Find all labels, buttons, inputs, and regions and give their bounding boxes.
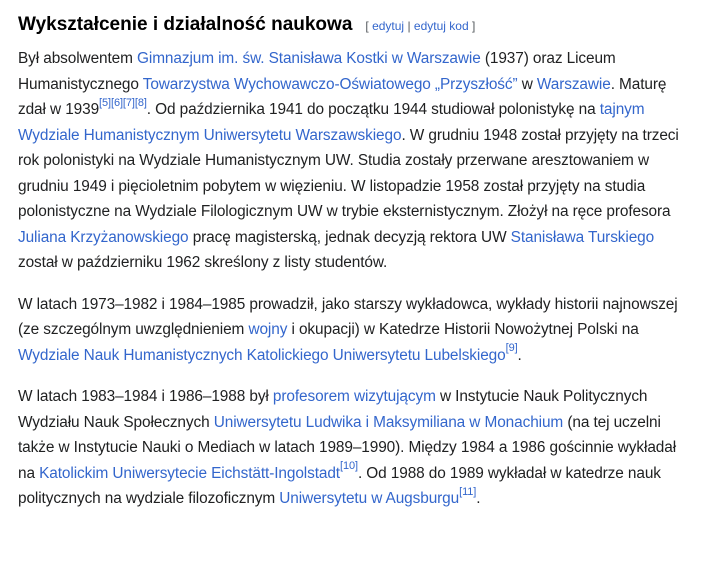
edit-bracket-close: ] xyxy=(471,19,476,33)
text: i okupacji) w Katedrze Historii Nowożytnej Polski na xyxy=(287,321,639,338)
text: . W grudniu 1948 został przyjęty na trzeci rok polonistyki na Wydziale Humanistycznym UW. Studia zostały przerwane aresztowaniem w grudniu 1949 i pięcioletnim pobytem w więzieniu. W listopadzie 1958 został przyjęty na studia polonistyczne na Wydziale Filologicznym UW w trybie eksternistycznym. Złożył na ręce profesora xyxy=(18,126,679,220)
edit-separator: | xyxy=(407,19,411,33)
text: pracę magisterską, jednak decyzją rektora UW xyxy=(188,228,511,246)
text: został w październiku 1962 skreślony z listy studentów. xyxy=(18,254,388,271)
reference-link-7[interactable]: [7] xyxy=(122,96,135,109)
text: w xyxy=(517,75,537,93)
text: . Maturę zdał w 1939 xyxy=(18,75,667,118)
link-lmu-monachium[interactable]: Uniwersytetu Ludwika i Maksymiliana w Monachium xyxy=(213,413,564,431)
link-ku-eichstaett[interactable]: Katolickim Uniwersytecie Eichstätt-Ingolstadt xyxy=(39,464,340,482)
link-gimnazjum-kostki[interactable]: Gimnazjum im. św. Stanisława Kostki w Warszawie xyxy=(137,50,481,67)
link-warszawa[interactable]: Warszawie xyxy=(536,75,611,93)
text: Był absolwentem xyxy=(18,50,138,67)
text: (1937) oraz Liceum Humanistycznego xyxy=(18,50,616,93)
link-stanislaw-turski[interactable]: Stanisława Turskiego xyxy=(510,228,655,246)
reference-sup xyxy=(99,97,147,109)
paragraph-kul xyxy=(18,292,688,369)
text: . Od października 1941 do początku 1944 studiował polonistykę na xyxy=(146,101,600,118)
text: W latach 1983–1984 i 1986–1988 był xyxy=(18,388,273,405)
section-heading xyxy=(18,13,688,37)
text: W latach 1973–1982 i 1984–1985 prowadził, jako starszy wykładowca, wykłady historii najnowszej (ze szczególnym uwzględnieniem xyxy=(18,295,678,338)
link-kul-wydzial[interactable]: Wydziale Nauk Humanistycznych Katolickiego Uniwersytetu Lubelskiego xyxy=(18,346,506,364)
section-title: Wykształcenie i działalność naukowa xyxy=(18,14,353,35)
article-content xyxy=(18,0,688,512)
paragraph-abroad xyxy=(18,384,688,512)
text: w Instytucie Nauk Politycznych Wydziału Nauk Społecznych xyxy=(18,388,648,431)
reference-link-6[interactable]: [6] xyxy=(110,96,123,109)
edit-bracket-open: [ xyxy=(365,19,369,33)
reference-sup xyxy=(340,460,358,472)
reference-link-8[interactable]: [8] xyxy=(134,96,147,109)
text: . xyxy=(517,346,522,364)
link-wojna[interactable]: wojny xyxy=(248,321,288,338)
text: . Od 1988 do 1989 wykładał w katedrze nauk politycznych na wydziale filozoficznym xyxy=(18,464,661,507)
link-uniwersytet-augsburg[interactable]: Uniwersytetu w Augsburgu xyxy=(279,490,460,507)
edit-section-links xyxy=(365,19,475,33)
reference-link-11[interactable]: [11] xyxy=(459,485,477,498)
reference-link-10[interactable]: [10] xyxy=(339,460,358,473)
link-towarzystwo-przyszlosc[interactable]: Towarzystwa Wychowawczo-Oświatowego „Przyszłość” xyxy=(142,75,518,93)
reference-link-5[interactable]: [5] xyxy=(99,96,111,109)
text: (na tej uczelni także w Instytucie Nauki o Mediach w latach 1989–1990). Między 1984 a 1986 gościnnie wykładał na xyxy=(18,413,677,482)
paragraph-education xyxy=(18,46,688,276)
link-profesor-wizytujacy[interactable]: profesorem wizytującym xyxy=(272,388,436,405)
text: . xyxy=(476,490,481,507)
reference-sup xyxy=(459,486,476,498)
edit-link[interactable]: edytuj xyxy=(372,19,405,33)
reference-link-9[interactable]: [9] xyxy=(505,342,518,355)
link-julian-krzyzanowski[interactable]: Juliana Krzyżanowskiego xyxy=(18,228,189,246)
link-tajny-wydzial[interactable]: tajnym Wydziale Humanistycznym Uniwersytetu Warszawskiego xyxy=(18,101,645,144)
reference-sup xyxy=(506,342,518,354)
edit-source-link[interactable]: edytuj kod xyxy=(413,19,469,33)
